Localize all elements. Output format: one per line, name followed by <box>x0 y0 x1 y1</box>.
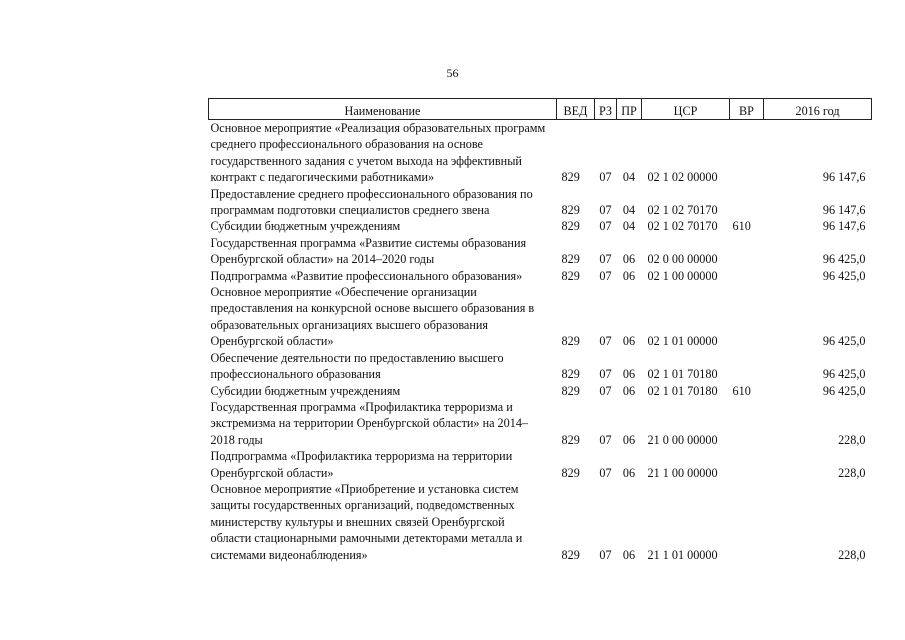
row-vr <box>730 120 764 186</box>
row-rz: 07 <box>599 203 612 218</box>
row-vr <box>730 481 764 563</box>
header-year: 2016 год <box>764 99 872 120</box>
row-ved: 829 <box>561 547 580 562</box>
row-name: Подпрограмма «Развитие профессионального образования» <box>210 268 523 283</box>
row-pr: 06 <box>622 547 636 562</box>
header-vr: ВР <box>730 99 764 120</box>
row-name: Обеспечение деятельности по предоставлению высшего профессионального образования <box>210 350 504 382</box>
row-name: Основное мероприятие «Приобретение и установка систем защиты государственных организаций, подведомственных министерству культуры и внешних связей Оренбургской области стационарными рамочными детекторами металла и системами видеонаблюдения» <box>210 481 523 562</box>
row-vr <box>730 448 764 481</box>
table-row <box>209 481 872 563</box>
table-row <box>209 120 872 186</box>
row-vr <box>730 399 764 448</box>
row-sum: 96 425,0 <box>822 252 866 267</box>
row-name: Государственная программа «Профилактика терроризма и экстремизма на территории Оренбургской области» на 2014–2018 годы <box>210 399 529 447</box>
row-ved: 829 <box>561 170 580 185</box>
header-name: Наименование <box>209 99 557 120</box>
row-pr: 06 <box>622 252 636 267</box>
row-csr: 02 1 01 70180 <box>647 367 718 382</box>
row-csr: 02 0 00 00000 <box>647 252 718 267</box>
row-csr: 02 1 02 00000 <box>647 170 718 185</box>
row-sum: 228,0 <box>838 432 866 447</box>
row-sum: 96 425,0 <box>822 383 866 398</box>
row-rz: 07 <box>599 383 612 398</box>
row-sum: 228,0 <box>838 547 866 562</box>
row-pr: 04 <box>622 219 636 234</box>
row-name: Основное мероприятие «Реализация образовательных программ среднего профессионального образования на основе государственного задания с учетом выхода на эффективный контракт с педагогическими работниками» <box>210 121 546 185</box>
row-vr: 610 <box>732 219 751 234</box>
row-rz: 07 <box>599 252 612 267</box>
table-row <box>209 186 872 219</box>
row-vr <box>730 268 764 284</box>
row-csr: 02 1 02 70170 <box>647 203 718 218</box>
row-pr: 06 <box>622 334 636 349</box>
table-row <box>209 383 872 399</box>
row-ved: 829 <box>561 219 580 234</box>
table-row <box>209 284 872 350</box>
row-pr: 06 <box>622 432 636 447</box>
row-pr: 04 <box>622 203 636 218</box>
row-csr: 02 1 01 70180 <box>647 383 718 398</box>
table-row <box>209 448 872 481</box>
row-vr <box>730 186 764 219</box>
budget-table <box>208 98 872 563</box>
header-ved: ВЕД <box>557 99 595 120</box>
row-name: Субсидии бюджетным учреждениям <box>210 383 401 398</box>
row-sum: 96 425,0 <box>822 268 866 283</box>
row-csr: 21 0 00 00000 <box>647 432 718 447</box>
row-sum: 96 147,6 <box>822 170 866 185</box>
row-csr: 21 1 01 00000 <box>647 547 718 562</box>
row-ved: 829 <box>561 383 580 398</box>
row-rz: 07 <box>599 334 612 349</box>
row-rz: 07 <box>599 432 612 447</box>
table-row <box>209 218 872 234</box>
table-row <box>209 235 872 268</box>
row-csr: 02 1 00 00000 <box>647 268 718 283</box>
table-row <box>209 350 872 383</box>
row-ved: 829 <box>561 252 580 267</box>
row-ved: 829 <box>561 432 580 447</box>
row-pr: 06 <box>622 367 636 382</box>
row-ved: 829 <box>561 465 580 480</box>
row-vr <box>730 284 764 350</box>
table-row <box>209 268 872 284</box>
row-pr: 06 <box>622 268 636 283</box>
row-rz: 07 <box>599 547 612 562</box>
row-csr: 21 1 00 00000 <box>647 465 718 480</box>
row-csr: 02 1 01 00000 <box>647 334 718 349</box>
row-ved: 829 <box>561 268 580 283</box>
row-sum: 96 425,0 <box>822 367 866 382</box>
row-ved: 829 <box>561 334 580 349</box>
row-rz: 07 <box>599 367 612 382</box>
row-csr: 02 1 02 70170 <box>647 219 718 234</box>
row-name: Подпрограмма «Профилактика терроризма на территории Оренбургской области» <box>210 449 513 480</box>
row-sum: 228,0 <box>838 465 866 480</box>
row-vr <box>730 235 764 268</box>
table-row <box>209 399 872 448</box>
row-sum: 96 147,6 <box>822 203 866 218</box>
row-name: Основное мероприятие «Обеспечение организации предоставления на конкурсной основе высшего образования в образовательных организациях высшего образования Оренбургской области» <box>210 285 535 349</box>
row-sum: 96 147,6 <box>822 219 866 234</box>
row-vr <box>730 350 764 383</box>
row-name: Предоставление среднего профессионального образования по программам подготовки специалистов среднего звена <box>210 186 533 218</box>
row-name: Государственная программа «Развитие системы образования Оренбургской области» на 2014–2020 годы <box>210 235 527 267</box>
row-rz: 07 <box>599 268 612 283</box>
row-name: Субсидии бюджетным учреждениям <box>210 219 401 234</box>
row-vr: 610 <box>732 383 751 398</box>
row-pr: 06 <box>622 383 636 398</box>
header-pr: ПР <box>617 99 642 120</box>
row-pr: 04 <box>622 170 636 185</box>
row-ved: 829 <box>561 203 580 218</box>
table-header-row <box>209 99 872 120</box>
row-rz: 07 <box>599 170 612 185</box>
row-ved: 829 <box>561 367 580 382</box>
header-rz: РЗ <box>595 99 617 120</box>
header-csr: ЦСР <box>642 99 730 120</box>
row-rz: 07 <box>599 219 612 234</box>
row-sum: 96 425,0 <box>822 334 866 349</box>
row-pr: 06 <box>622 465 636 480</box>
page-number: 56 <box>446 66 459 80</box>
row-rz: 07 <box>599 465 612 480</box>
